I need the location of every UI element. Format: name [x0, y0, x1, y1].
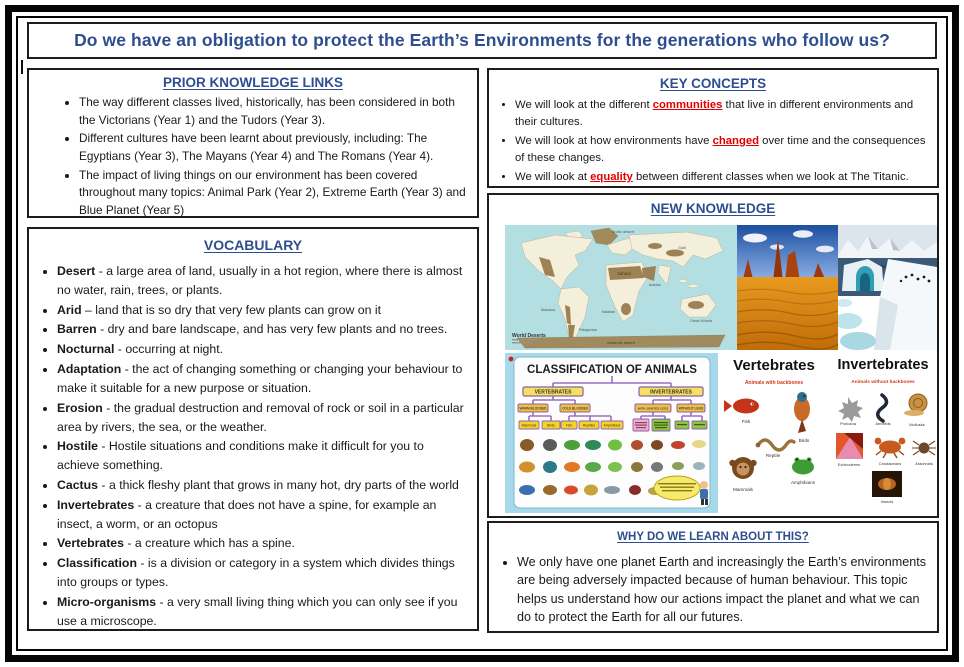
map-label: Arctic desert	[611, 229, 635, 234]
vocab-item	[57, 340, 467, 359]
vocab-def: - a very small living thing which you can only see if you use a microscope.	[57, 594, 458, 628]
poster-node: COLD BLOODED	[562, 406, 588, 411]
vocab-def: - the act of changing something or changing your behaviour to make it suitable for a new purpose or situation.	[57, 362, 463, 395]
vocab-item	[57, 437, 467, 475]
prior-knowledge-heading: PRIOR KNOWLEDGE LINKS	[162, 75, 343, 90]
list-item	[515, 133, 931, 167]
animal-label: Protozoa	[839, 421, 857, 426]
vocab-term: Classification	[57, 556, 137, 571]
keyword-equality: equality	[590, 170, 633, 183]
vertebrates-panel-image	[718, 353, 831, 513]
vocabulary-box	[27, 227, 479, 631]
invertebrates-panel-image	[830, 353, 937, 513]
animal-label: Arachnids	[915, 461, 933, 466]
animal-label: Birds	[798, 438, 810, 443]
vocab-item	[57, 554, 467, 592]
list-item	[515, 97, 931, 131]
panel-title: Invertebrates	[837, 357, 929, 373]
stray-mark	[21, 60, 23, 74]
poster-node: Birds	[547, 423, 555, 428]
panel-subtitle: Animals without backbones	[851, 380, 915, 385]
vocab-def: – land that is so dry that very few plants can grow on it	[81, 302, 381, 317]
vocab-term: Desert	[57, 264, 96, 278]
list-item: • The way different classes lived, historically, has been considered in both the Victorians (Year 1) and the Tudors (Year 3).	[79, 94, 469, 129]
vocab-item	[57, 496, 467, 534]
list-item: • The impact of living things on our environment has been covered throughout many topics: Animal Park (Year 2), Extreme Earth (Year 3) and Blue Planet (Year 5)	[79, 167, 469, 220]
animal-label: Reptile	[765, 453, 781, 458]
vocab-term: Vertebrates	[57, 536, 124, 551]
poster-node: Amphibians	[603, 423, 621, 428]
desert-photo	[737, 225, 838, 350]
vocab-term: Hostile	[57, 439, 98, 454]
animal-label: Annelids	[875, 421, 891, 426]
text: We will look at how environments have	[515, 134, 713, 147]
vocab-item	[57, 360, 467, 398]
vocab-term: Barren	[57, 322, 97, 337]
poster-node: Mammals	[521, 423, 537, 428]
vocab-item	[57, 476, 467, 495]
vocab-def: - a creature that does not have a spine, for example an insect, a worm, or an octopus	[57, 497, 437, 531]
vocab-term: Cactus	[57, 477, 99, 492]
why-list	[489, 553, 937, 626]
why-heading: WHY DO WE LEARN ABOUT THIS?	[617, 531, 809, 543]
vocab-term: Arid	[57, 302, 82, 317]
keyword-changed: changed	[712, 134, 760, 147]
new-knowledge-heading: NEW KNOWLEDGE	[650, 201, 776, 216]
text: We will look at the different	[515, 99, 653, 111]
vocab-item	[57, 399, 467, 437]
world-deserts-map-image	[505, 225, 737, 350]
vocab-item	[57, 301, 467, 320]
vocab-def: - Hostile situations and conditions make it difficult for you to achieve something.	[57, 439, 424, 473]
vocab-term: Adaptation	[57, 362, 122, 377]
map-label: Antarctic desert	[607, 340, 635, 345]
vocab-def: - is a division or category in a system which divides things into groups or types.	[57, 556, 455, 589]
vocab-term: Micro-organisms	[57, 594, 157, 609]
vocab-item	[57, 534, 467, 553]
map-label: Patagonian	[579, 328, 598, 332]
text: between different classes when we look at The Titanic.	[632, 170, 909, 183]
title-bar	[27, 22, 937, 59]
vocab-term: Nocturnal	[57, 342, 115, 357]
vocabulary-list	[29, 262, 477, 630]
vocab-item	[57, 262, 467, 300]
text: that live in different environments and their cultures.	[515, 99, 914, 128]
vocab-term: Invertebrates	[57, 497, 135, 512]
new-knowledge-box	[487, 193, 939, 518]
panel-subtitle: Animals with backbones	[744, 380, 804, 386]
poster-node: INVERTEBRATES	[650, 389, 692, 396]
poster-node: WARM BLOODED	[519, 406, 547, 411]
text: over time and the consequences of these changes.	[515, 134, 926, 164]
key-concepts-box	[487, 68, 939, 188]
key-concepts-list	[489, 97, 937, 186]
prior-knowledge-list	[29, 94, 477, 220]
list-item: • Different cultures have been learnt about previously, including: The Egyptians (Year 3), The Mayans (Year 4) and The Romans (Year 4).	[79, 130, 469, 165]
vocab-def: - dry and bare landscape, and has very few plants and no trees.	[96, 322, 448, 337]
text: We will look at	[515, 170, 591, 183]
map-label: Arabian	[648, 283, 662, 287]
map-title: World Deserts	[512, 333, 546, 339]
vocab-def: - occurring at night.	[114, 342, 224, 357]
keyword-communities: communities	[652, 99, 723, 111]
animal-label: Insects	[880, 499, 894, 504]
poster-title: CLASSIFICATION OF ANIMALS	[527, 364, 697, 376]
map-label: Atacama	[540, 308, 555, 312]
poster-node: VERTEBRATES	[534, 389, 572, 396]
vocab-item	[57, 320, 467, 339]
why-box	[487, 521, 939, 633]
animal-label: Amphibians	[790, 480, 816, 485]
poster-node: WITH JOINTED LEGS	[637, 406, 669, 411]
poster-node: Reptiles	[582, 423, 596, 428]
panel-title: Vertebrates	[733, 357, 815, 374]
ice-photo	[838, 225, 937, 350]
page-title: Do we have an obligation to protect the Earth’s Environments for the generations who follow us?	[74, 30, 890, 50]
animal-label: Fish	[741, 419, 751, 424]
vocab-def: - a creature which has a spine.	[124, 536, 295, 551]
poster-node: Fish	[565, 423, 573, 428]
vocab-term: Erosion	[57, 400, 103, 415]
vocabulary-heading: VOCABULARY	[203, 237, 303, 253]
map-label: Gobi	[677, 246, 687, 250]
vocab-def: - a thick fleshy plant that grows in many hot, dry parts of the world	[98, 477, 459, 492]
list-item	[515, 169, 931, 186]
animal-label: Mammals	[733, 487, 753, 492]
prior-knowledge-box	[27, 68, 479, 218]
animal-label: Echinoderms	[837, 463, 861, 467]
animal-label: Crustaceans	[878, 461, 902, 466]
animal-label: Mollusks	[909, 422, 925, 427]
poster-node: WITHOUT LEGS	[678, 406, 704, 411]
vocab-def: - a large area of land, usually in a hot region, where there is almost no water, rain, trees, or plants.	[57, 264, 463, 297]
vocab-item	[57, 593, 467, 631]
map-label: Great Victoria	[690, 319, 712, 323]
map-label: Kalahari	[601, 310, 615, 314]
list-item: • We only have one planet Earth and increasingly the Earth’s environments are being adversely impacted because of human behaviour. This topic helps us understand how our actions impact the planet and what we can do to protect the Earth for all our futures.	[517, 553, 927, 626]
vocab-def: - the gradual destruction and removal of rock or soil in a particular area by rivers, the sea, or the weather.	[57, 400, 464, 434]
map-label: Sahara	[617, 271, 631, 276]
key-concepts-heading: KEY CONCEPTS	[659, 76, 767, 91]
classification-poster-image	[505, 353, 718, 513]
